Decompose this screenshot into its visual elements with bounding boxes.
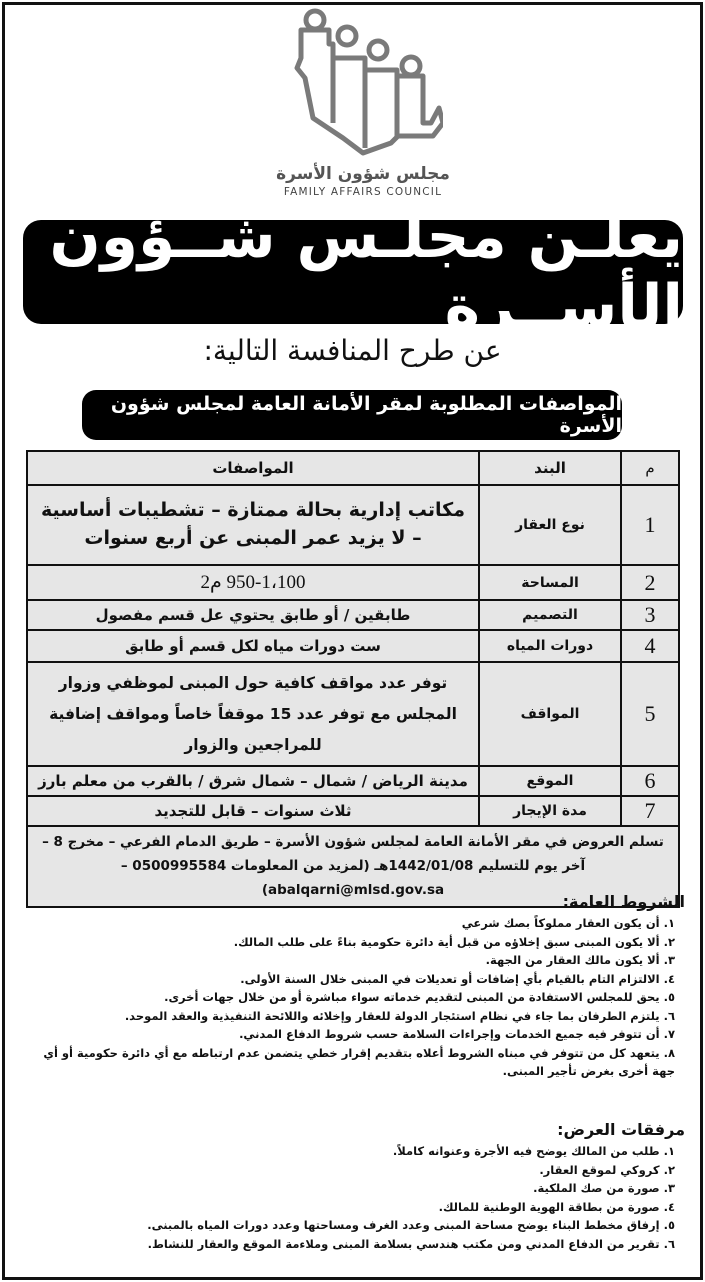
table-header-row (27, 451, 679, 485)
specifications-heading (82, 390, 622, 440)
table-row (27, 796, 679, 826)
row-item: المواقف (479, 662, 621, 766)
attachments-title: مرفقات العرض: (557, 1120, 685, 1139)
table-row (27, 600, 679, 630)
row-desc: مكاتب إدارية بحالة ممتازة – تشطيبات أساسية – لا يزيد عمر المبنى عن أربع سنوات (27, 485, 479, 565)
row-item: دورات المياه (479, 630, 621, 662)
submission-deadline-contact: آخر يوم للتسليم 1442/01/08هـ (لمزيد من المعلومات 0500995584 – abalqarni@mlsd.gov.sa) (120, 858, 586, 898)
list-item: ٧. أن تتوفر فيه جميع الخدمات وإجراءات السلامة حسب شروط الدفاع المدني. (239, 1027, 675, 1041)
list-item: ٥. يحق للمجلس الاستفادة من المبنى لتقديم خدماته سواء مباشرة أو من خلال جهات أخرى. (164, 990, 675, 1004)
offer-attachments (20, 1120, 685, 1253)
table-row (27, 630, 679, 662)
table-row (27, 565, 679, 600)
table-row (27, 766, 679, 796)
announcement-banner (23, 202, 683, 342)
list-item: ٨. يتعهد كل من تتوفر في مبناه الشروط أعلاه بتقديم إقرار خطي يتضمن عدم ارتباطه مع أي دائرة حكومية أو أي جهة أخرى بغرض تأجير المبنى. (43, 1045, 675, 1078)
row-num: 4 (621, 630, 679, 662)
table-row (27, 485, 679, 565)
list-item: ٤. صورة من بطاقة الهوية الوطنية للمالك. (438, 1199, 675, 1214)
row-num: 7 (621, 796, 679, 826)
list-item: ٥. إرفاق مخطط البناء يوضح مساحة المبنى وعدد الغرف ومساحتها وعدد دورات المياه بالمبنى. (147, 1218, 675, 1232)
list-item: ٢. كروكي لموقع العقار. (539, 1162, 675, 1177)
list-item: ٣. ألا يكون مالك العقار من الجهة. (485, 953, 675, 967)
row-item: التصميم (479, 600, 621, 630)
list-item: ٦. يلتزم الطرفان بما جاء في نظام استئجار الدولة للعقار وإخلائه واللائحة التنفيذية والعقد الموحد. (124, 1008, 675, 1023)
row-item: المساحة (479, 565, 621, 600)
attachments-list (20, 1142, 685, 1253)
council-logo (268, 8, 458, 208)
logo-name-english: FAMILY AFFAIRS COUNCIL (283, 186, 443, 198)
list-item: ١. طلب من المالك يوضح فيه الأجرة وعنوانه كاملاً. (392, 1144, 675, 1158)
list-item: ٤. الالتزام التام بالقيام بأي إضافات أو تعديلات في المبنى خلال السنة الأولى. (240, 971, 675, 986)
row-desc: مدينة الرياض / شمال – شمال شرق / بالقرب من معلم بارز (27, 766, 479, 796)
table-row (27, 662, 679, 766)
row-item: نوع العقار (479, 485, 621, 565)
row-num: 5 (621, 662, 679, 766)
list-item: ٦. تقرير من الدفاع المدني ومن مكتب هندسي بسلامة المبنى وملاءمة الموقع والعقار للنشاط. (147, 1236, 675, 1251)
row-num: 1 (621, 485, 679, 565)
row-desc: ست دورات مياه لكل قسم أو طابق (27, 630, 479, 662)
specifications-heading-text: المواصفات المطلوبة لمقر الأمانة العامة لمجلس شؤون الأسرة (110, 393, 622, 437)
list-item: ٢. ألا يكون المبنى سبق إخلاؤه من قبل أية دائرة حكومية بناءً على طلب المالك. (233, 934, 675, 949)
general-conditions (20, 892, 685, 1081)
conditions-list (20, 914, 685, 1081)
list-item: ٣. صورة من صك الملكية. (533, 1181, 675, 1195)
row-desc: طابقين / أو طابق يحتوي عل قسم مفصول (27, 600, 479, 630)
conditions-title: الشروط العامة: (562, 892, 685, 911)
specifications-table (26, 450, 680, 908)
row-item: الموقع (479, 766, 621, 796)
row-item: مدة الإيجار (479, 796, 621, 826)
announcement-subtitle: عن طرح المنافسة التالية: (203, 334, 502, 367)
row-desc: ثلاث سنوات – قابل للتجديد (27, 796, 479, 826)
header-num: م (621, 451, 679, 485)
logo-name-arabic: مجلس شؤون الأسرة (276, 164, 450, 184)
family-figures-map-icon (283, 8, 443, 158)
row-num: 3 (621, 600, 679, 630)
header-desc: المواصفات (27, 451, 479, 485)
row-desc: 950-1،100 م2 (27, 565, 479, 600)
row-num: 2 (621, 565, 679, 600)
submission-location: تسلم العروض في مقر الأمانة العامة لمجلس شؤون الأسرة – طريق الدمام الفرعي – مخرج 8 – (42, 834, 664, 851)
row-num: 6 (621, 766, 679, 796)
row-desc: توفر عدد مواقف كافية حول المبنى لموظفي وزوار المجلس مع توفر عدد 15 موقفاً خاصاً ومواقف إضافية للمراجعين والزوار (27, 662, 479, 766)
list-item: ١. أن يكون العقار مملوكاً بصك شرعي (461, 916, 675, 930)
banner-title: يعلـن مجلـس شــؤون الأســرة (49, 202, 683, 342)
header-item: البند (479, 451, 621, 485)
